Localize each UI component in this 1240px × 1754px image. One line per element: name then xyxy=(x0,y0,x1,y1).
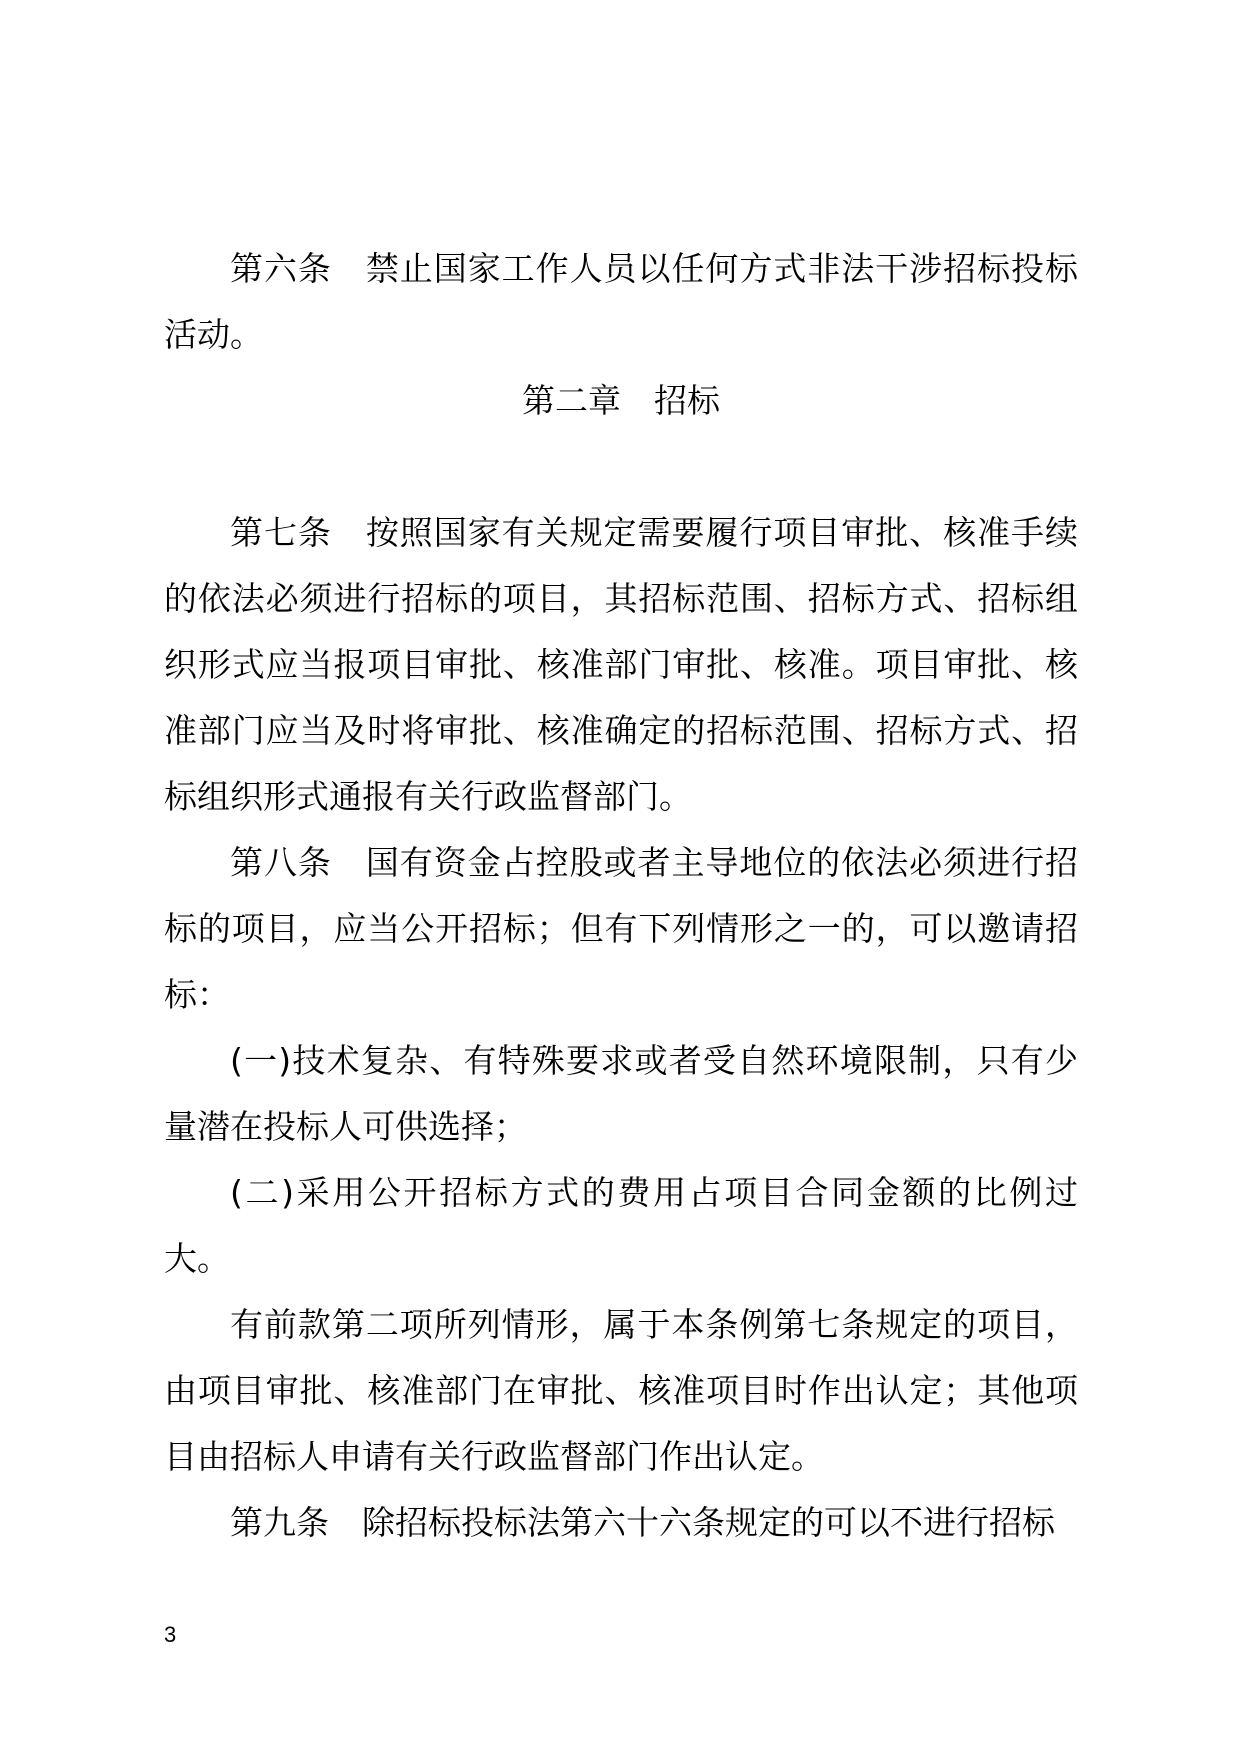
article-9-paragraph: 第九条 除招标投标法第六十六条规定的可以不进行招标 xyxy=(230,1503,1055,1542)
chapter-heading: 第二章 招标 xyxy=(522,381,720,420)
article-7-paragraph: 第七条 按照国家有关规定需要履行项目审批、核准手续的依法必须进行招标的项目，其招标范围、招标方式、招标组织形式应当报项目审批、核准部门审批、核准。项目审批、核准部门应当及时将审批、核准确定的招标范围、招标方式、招标组织形式通报有关行政监督部门。 xyxy=(164,513,1078,816)
article-8-item-2: (二)采用公开招标方式的费用占项目合同金额的比例过大。 xyxy=(164,1173,1078,1278)
article-8-paragraph: 第八条 国有资金占控股或者主导地位的依法必须进行招标的项目，应当公开招标；但有下列情形之一的，可以邀请招标： xyxy=(164,843,1078,1014)
article-8-clause: 有前款第二项所列情形，属于本条例第七条规定的项目，由项目审批、核准部门在审批、核准项目时作出认定；其他项目由招标人申请有关行政监督部门作出认定。 xyxy=(164,1305,1078,1476)
page-number: 3 xyxy=(164,1622,177,1647)
article-6-paragraph: 第六条 禁止国家工作人员以任何方式非法干涉招标投标活动。 xyxy=(164,249,1078,354)
document-body xyxy=(164,236,1078,1556)
article-8-item-1: (一)技术复杂、有特殊要求或者受自然环境限制，只有少量潜在投标人可供选择； xyxy=(164,1041,1078,1146)
